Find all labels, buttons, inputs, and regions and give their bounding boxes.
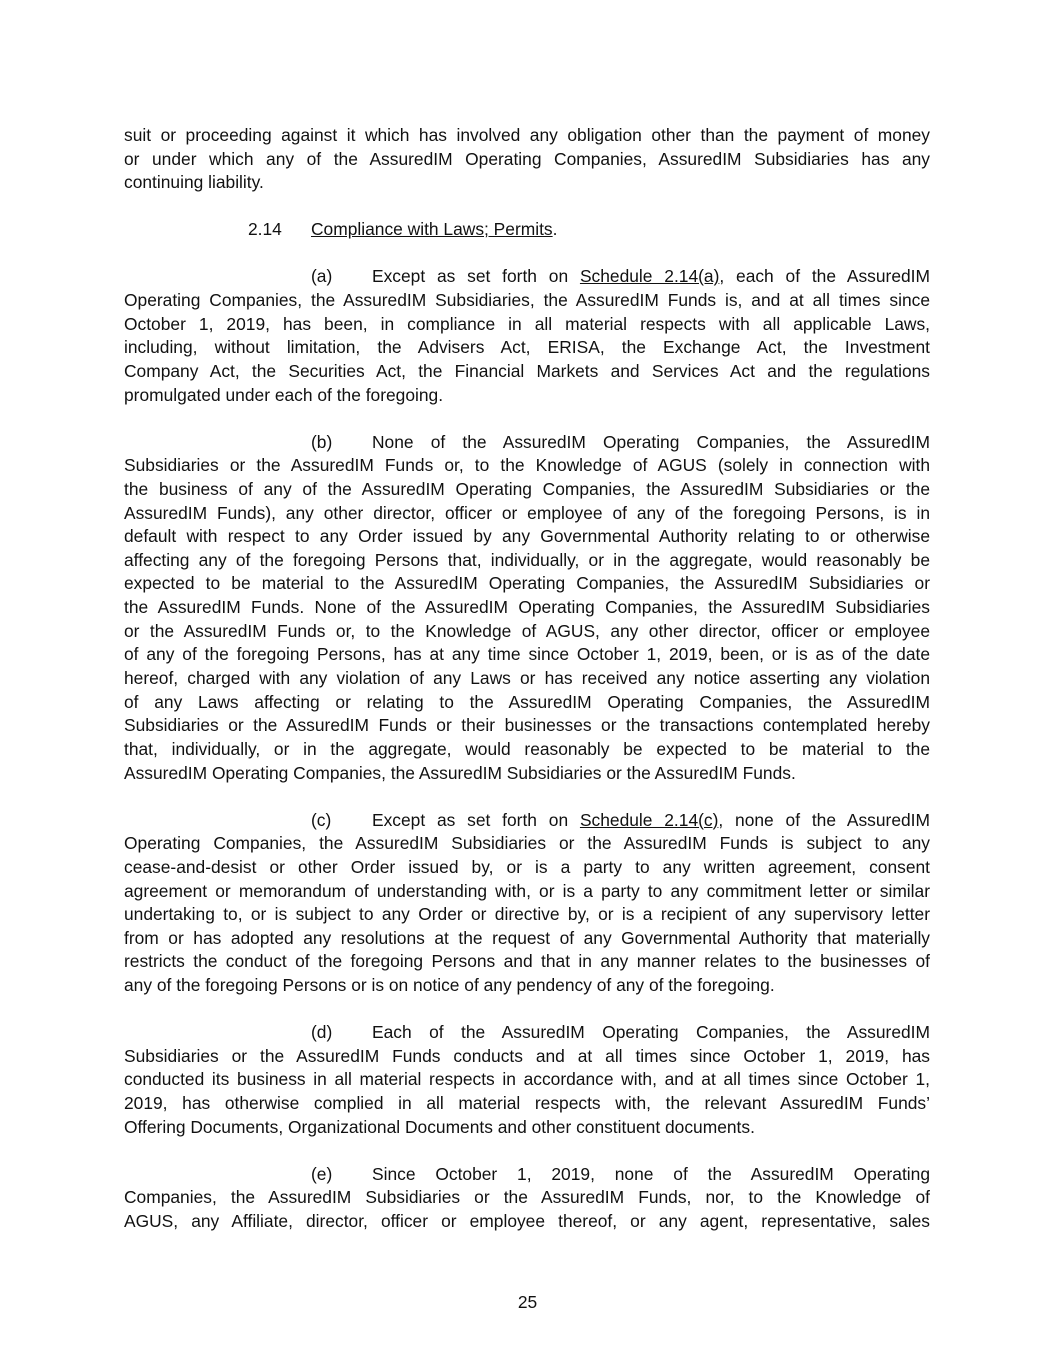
schedule-reference: Schedule 2.14(c) [579, 809, 719, 830]
text-line-content: Except as set forth on Schedule 2.14(a), each of the AssuredIM [372, 266, 930, 287]
text-line: or under which any of the AssuredIM Operating Companies, AssuredIM Subsidiaries has any [124, 148, 930, 169]
text-line: restricts the conduct of the foregoing Persons and that in any manner relates to the businesses of [124, 951, 930, 972]
text-line: including, without limitation, the Advisers Act, ERISA, the Exchange Act, the Investment [124, 337, 930, 358]
text-line: Operating Companies, the AssuredIM Subsidiaries or the AssuredIM Funds is subject to any [124, 833, 930, 854]
text-line: AssuredIM Funds), any other director, officer or employee of any of the foregoing Persons, is in [124, 502, 930, 523]
text-line: the business of any of the AssuredIM Operating Companies, the AssuredIM Subsidiaries or the [124, 478, 930, 499]
text-line-content: Since October 1, 2019, none of the AssuredIM Operating [372, 1163, 930, 1184]
text-line: October 1, 2019, has been, in compliance in all material respects with all applicable Laws, [124, 313, 930, 334]
subsection-label: (d) [311, 1022, 333, 1043]
text-line [124, 431, 930, 455]
subsection-c [124, 809, 930, 998]
text-line: continuing liability. [124, 172, 264, 193]
text-line: Subsidiaries or the AssuredIM Funds or their businesses or the transactions contemplated hereby [124, 715, 930, 736]
text-line: cease-and-desist or other Order issued by, or is a party to any written agreement, consent [124, 856, 930, 877]
section-title: Compliance with Laws; Permits [311, 219, 553, 240]
page-number: 25 [517, 1292, 538, 1312]
text-line: affecting any of the foregoing Persons that, individually, or in the aggregate, would reasonably be [124, 549, 930, 570]
text-line-content: Except as set forth on Schedule 2.14(c), none of the AssuredIM [372, 809, 930, 830]
text-line: Operating Companies, the AssuredIM Subsidiaries, the AssuredIM Funds is, and at all times since [124, 290, 930, 310]
text-line: Subsidiaries or the AssuredIM Funds or, to the Knowledge of AGUS (solely in connection with [124, 455, 930, 476]
text-line: Company Act, the Securities Act, the Financial Markets and Services Act and the regulations [124, 360, 930, 381]
subsection-d [124, 1021, 930, 1139]
text-line [124, 1163, 930, 1187]
schedule-reference: Schedule 2.14(a) [579, 266, 720, 287]
text-line: undertaking to, or is subject to any Order or directive by, or is a recipient of any supervisory letter [124, 904, 930, 925]
subsection-label: (c) [311, 809, 332, 830]
text-line-content: None of the AssuredIM Operating Companies, the AssuredIM [372, 431, 930, 452]
paragraph [124, 124, 930, 195]
text-line: agreement or memorandum of understanding with, or is a party to any commitment letter or similar [124, 880, 930, 901]
text-line: default with respect to any Order issued by any Governmental Authority relating to or otherwise [124, 526, 930, 547]
text-line: the AssuredIM Funds. None of the AssuredIM Operating Companies, the AssuredIM Subsidiaries [124, 597, 930, 618]
subsection-label: (e) [311, 1163, 333, 1184]
text-line: suit or proceeding against it which has involved any obligation other than the payment of money [124, 125, 930, 145]
subsection-a [124, 265, 930, 407]
text-line: that, individually, or in the aggregate, would reasonably be expected to be material to the [124, 738, 930, 759]
subsection-e [124, 1163, 930, 1234]
text-line: from or has adopted any resolutions at the request of any Governmental Authority that materially [124, 927, 930, 948]
document-body [124, 124, 930, 1257]
text-line: of any of the foregoing Persons, has at any time since October 1, 2019, been, or is as of the date [124, 644, 930, 665]
section-title-period: . [552, 219, 558, 240]
section-number: 2.14 [248, 219, 282, 240]
text-line: Offering Documents, Organizational Documents and other constituent documents. [124, 1116, 755, 1137]
text-line: promulgated under each of the foregoing. [124, 384, 444, 405]
text-line: hereof, charged with any violation of any Laws or has received any notice asserting any violation [124, 668, 930, 688]
text-line [124, 265, 930, 289]
text-line: 2019, has otherwise complied in all material respects with, the relevant AssuredIM Funds’ [124, 1093, 930, 1114]
text-line: or the AssuredIM Funds or, to the Knowledge of AGUS, any other director, officer or employee [124, 620, 930, 641]
text-line: Companies, the AssuredIM Subsidiaries or the AssuredIM Funds, nor, to the Knowledge of [124, 1187, 930, 1208]
text-line [124, 1021, 930, 1045]
text-line: any of the foregoing Persons or is on notice of any pendency of any of the foregoing. [124, 975, 775, 996]
text-line-content: Each of the AssuredIM Operating Companies, the AssuredIM [372, 1022, 930, 1043]
text-line: conducted its business in all material respects in accordance with, and at all times since October 1, [124, 1069, 930, 1090]
subsection-label: (b) [311, 431, 333, 452]
text-line: Subsidiaries or the AssuredIM Funds conducts and at all times since October 1, 2019, has [124, 1045, 930, 1066]
text-line [124, 809, 930, 833]
subsection-label: (a) [311, 266, 333, 287]
section-heading [248, 218, 930, 242]
text-line: of any Laws affecting or relating to the AssuredIM Operating Companies, the AssuredIM [124, 691, 930, 712]
subsection-b [124, 431, 930, 786]
text-line: AGUS, any Affiliate, director, officer or employee thereof, or any agent, representative, sales [124, 1210, 930, 1231]
text-line: AssuredIM Operating Companies, the AssuredIM Subsidiaries or the AssuredIM Funds. [124, 762, 796, 783]
text-line: expected to be material to the AssuredIM Operating Companies, the AssuredIM Subsidiaries or [124, 573, 930, 594]
